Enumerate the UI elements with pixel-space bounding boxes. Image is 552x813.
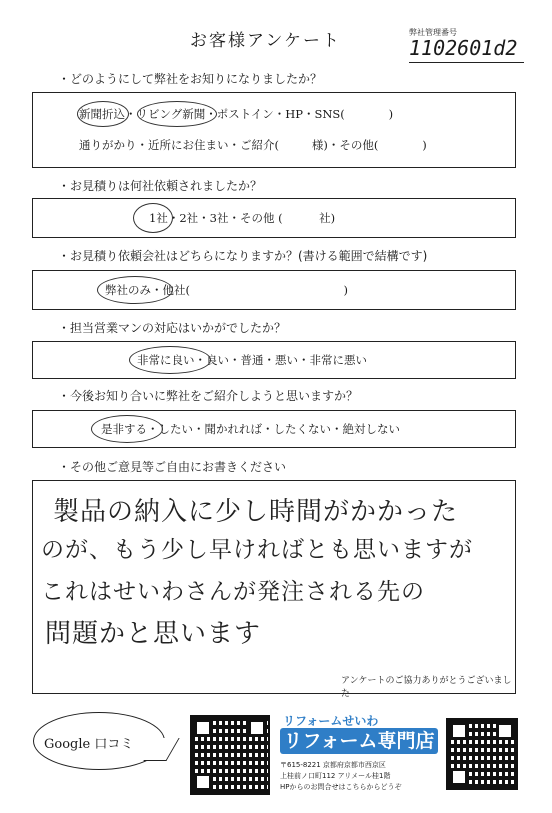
answer-circle	[129, 346, 211, 374]
answer-box-1	[32, 92, 516, 168]
answer-1-options-line1: 新聞折込・リビング新聞・ポストイン・HP・SNS( )	[79, 107, 394, 121]
answer-circle	[77, 101, 129, 127]
website-qr-code[interactable]	[446, 718, 518, 790]
answer-1-options-line2: 通りがかり・近所にお住まい・ご紹介( 様)・その他( )	[79, 138, 427, 152]
thanks-note: アンケートのご協力ありがとうございました	[341, 676, 512, 699]
question-2: ・お見積りは何社依頼されましたか？	[58, 179, 263, 193]
answer-circle	[137, 101, 217, 127]
google-review-qr-code[interactable]	[190, 715, 270, 795]
answer-circle	[91, 415, 163, 443]
address-line-1: 〒615-8221 京都府京都市西京区	[280, 761, 386, 769]
management-underline	[409, 62, 524, 63]
question-5: ・今後お知り合いに弊社をご紹介しようと思いますか？	[58, 389, 359, 403]
address-line-2: 上桂前ノ口町112 アリメール桂1階	[280, 772, 391, 780]
comment-line-1: 製品の納入に少し時間がかかった	[53, 497, 459, 527]
google-review-label: Google 口コミ	[44, 737, 134, 752]
comment-box	[32, 480, 516, 699]
answer-2-options: 1社・2社・3社・その他 ( 社)	[149, 211, 336, 225]
answer-5-options: 是非する・したい・聞かれれば・したくない・絶対しない	[101, 422, 400, 436]
management-number: 1102601d2	[409, 36, 518, 60]
answer-box-2	[32, 198, 516, 238]
address-line-3: HPからのお問合せはこちらからどうぞ	[280, 783, 402, 791]
comment-line-3: これはせいわさんが発注される先の	[41, 579, 425, 605]
answer-circle	[133, 203, 173, 233]
answer-4-options: 非常に良い・良い・普通・悪い・非常に悪い	[137, 353, 367, 367]
comment-line-4: 問題かと思います	[45, 619, 262, 649]
question-6: ・その他ご意見等ご自由にお書きください	[58, 460, 287, 474]
answer-box-4	[32, 341, 516, 379]
question-3: ・お見積り依頼会社はどちらになりますか？(書ける範囲で結構です)	[58, 249, 428, 263]
comment-line-2: のが、もう少し早ければとも思いますが	[41, 537, 473, 563]
question-1: ・どのようにして弊社をお知りになりましたか？	[58, 72, 323, 86]
answer-3-options: 弊社のみ・他社( )	[105, 283, 349, 297]
page-title: お客様アンケート	[190, 31, 341, 51]
management-number-label: 弊社管理番号	[409, 28, 457, 37]
brand-logo: リフォーム専門店	[280, 728, 438, 754]
answer-circle	[97, 276, 173, 304]
answer-box-3	[32, 270, 516, 310]
answer-box-5	[32, 410, 516, 448]
brand-small: リフォームせいわ	[283, 714, 379, 728]
question-4: ・担当営業マンの対応はいかがでしたか？	[58, 321, 287, 335]
